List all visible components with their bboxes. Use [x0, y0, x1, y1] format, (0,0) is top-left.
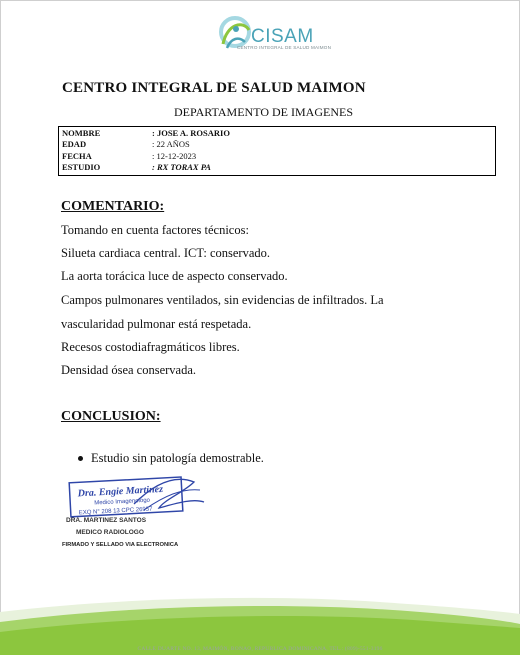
comentario-line: vascularidad pulmonar está respetada. [61, 317, 252, 331]
electronic-signature-note: FIRMADO Y SELLADO VIA ELECTRONICA [62, 542, 179, 548]
comentario-line: Densidad ósea conservada. [61, 363, 197, 377]
bullet-icon [78, 456, 83, 461]
info-label: EDAD [62, 139, 87, 149]
comentario-line: Tomando en cuenta factores técnicos: [61, 223, 249, 237]
info-label: NOMBRE [62, 128, 101, 138]
patient-info-box [58, 126, 496, 176]
stamp-graphic [64, 474, 214, 522]
comentario-line: Silueta cardiaca central. ICT: conservado. [61, 246, 271, 260]
logo-wordmark: CISAM [251, 26, 314, 47]
info-value: : 12-12-2023 [152, 151, 197, 161]
comentario-line: La aorta torácica luce de aspecto conservado. [61, 269, 288, 283]
info-value: : JOSE A. ROSARIO [152, 128, 230, 138]
footer-address: CALLE DUARTE NO. 13, MAIMÓN, BONAO, REPUBLICA DOMINICANA, TEL.: (809)-551-3196 [137, 646, 383, 652]
doctor-role: MEDICO RADIOLOGO [76, 529, 144, 536]
department-name: DEPARTAMENTO DE IMAGENES [174, 105, 353, 119]
comentario-line: Campos pulmonares ventilados, sin evidencias de infiltrados. La [61, 293, 384, 307]
conclusion-heading: CONCLUSION: [61, 409, 161, 424]
document-title: CENTRO INTEGRAL DE SALUD MAIMON [62, 80, 366, 96]
svg-text:Medico Imagenologo: Medico Imagenologo [94, 497, 151, 507]
logo-subtitle: CENTRO INTEGRAL DE SALUD MAIMON [237, 45, 332, 50]
comentario-line: Recesos costodiafragmáticos libres. [61, 340, 240, 354]
cisam-logo [205, 12, 332, 56]
svg-text:Dra. Engie Martinez: Dra. Engie Martinez [77, 483, 164, 500]
info-label: ESTUDIO [62, 162, 101, 172]
info-value: : RX TORAX PA [152, 162, 211, 172]
doctor-name: DRA. MARTINEZ SANTOS [66, 517, 147, 524]
info-value: : 22 AÑOS [152, 139, 190, 149]
signature-stamp [64, 474, 214, 522]
svg-text:EXQ N° 208 13 CPC 26957: EXQ N° 208 13 CPC 26957 [78, 506, 153, 517]
info-label: FECHA [62, 151, 92, 161]
conclusion-text: Estudio sin patología demostrable. [91, 451, 264, 465]
comentario-heading: COMENTARIO: [61, 199, 165, 214]
